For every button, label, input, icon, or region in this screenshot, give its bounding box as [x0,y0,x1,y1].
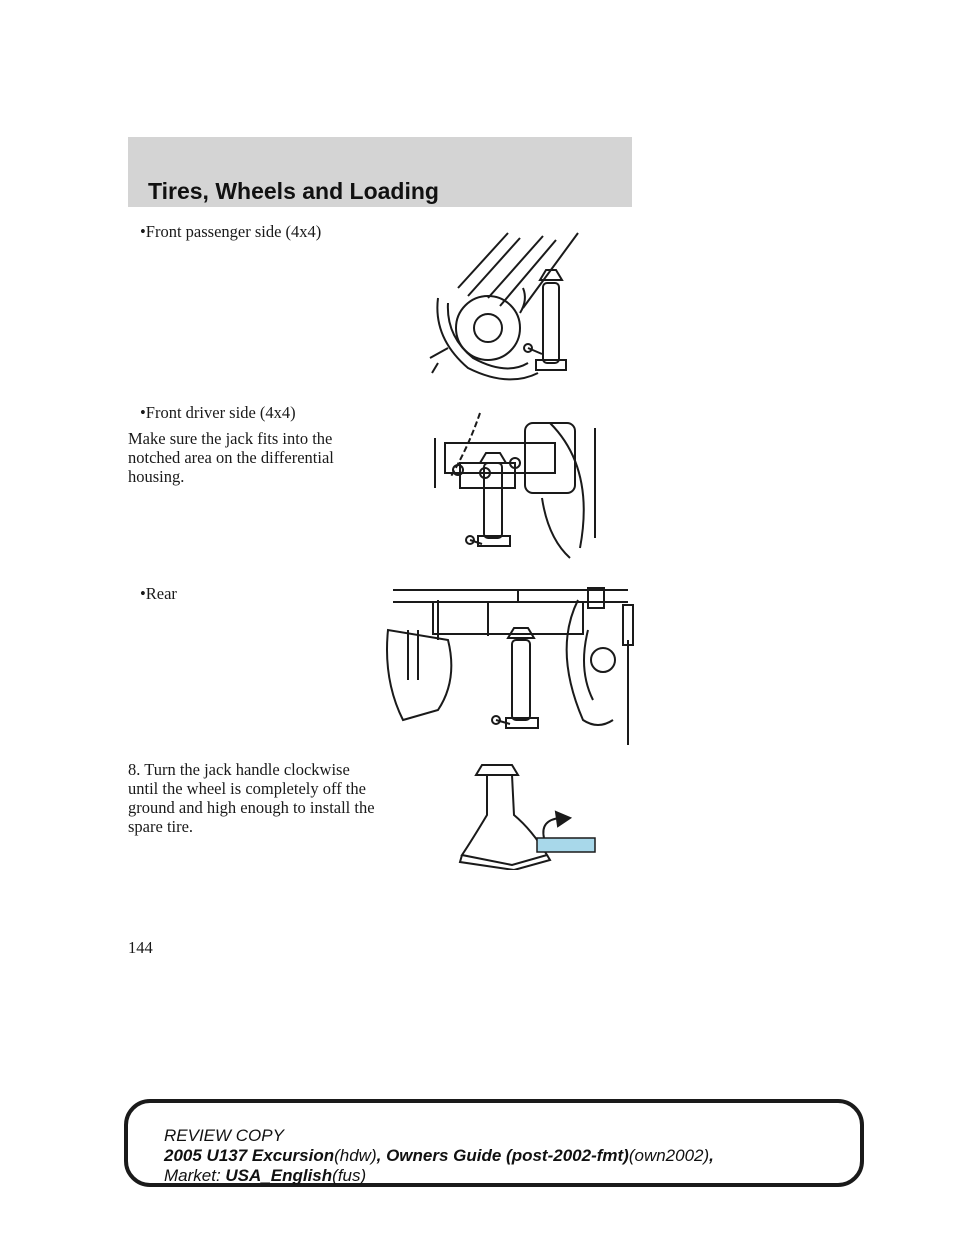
review-copy-label: REVIEW COPY [164,1126,284,1145]
note-differential-housing: Make sure the jack fits into the notched area on the differential housing. [128,429,334,486]
review-copy-model-line: 2005 U137 Excursion(hdw), Owners Guide (post-2002-fmt)(own2002), [164,1146,714,1165]
bullet-front-passenger: •Front passenger side (4x4) [140,222,322,241]
bullet-rear: •Rear [140,584,177,603]
figure-rear-jack [378,580,638,750]
step-8-instruction: 8. Turn the jack handle clockwise until the wheel is completely off the ground and high enough to install the spare tire. [128,760,375,836]
review-copy-market-line: Market: USA_English(fus) [164,1166,367,1185]
page-number: 144 [128,938,153,957]
figure-front-passenger-jack [428,228,588,388]
bullet-front-driver: •Front driver side (4x4) [140,403,296,422]
section-title: Tires, Wheels and Loading [148,178,439,204]
figure-front-driver-jack [430,408,600,568]
figure-jack-handle [452,760,602,870]
